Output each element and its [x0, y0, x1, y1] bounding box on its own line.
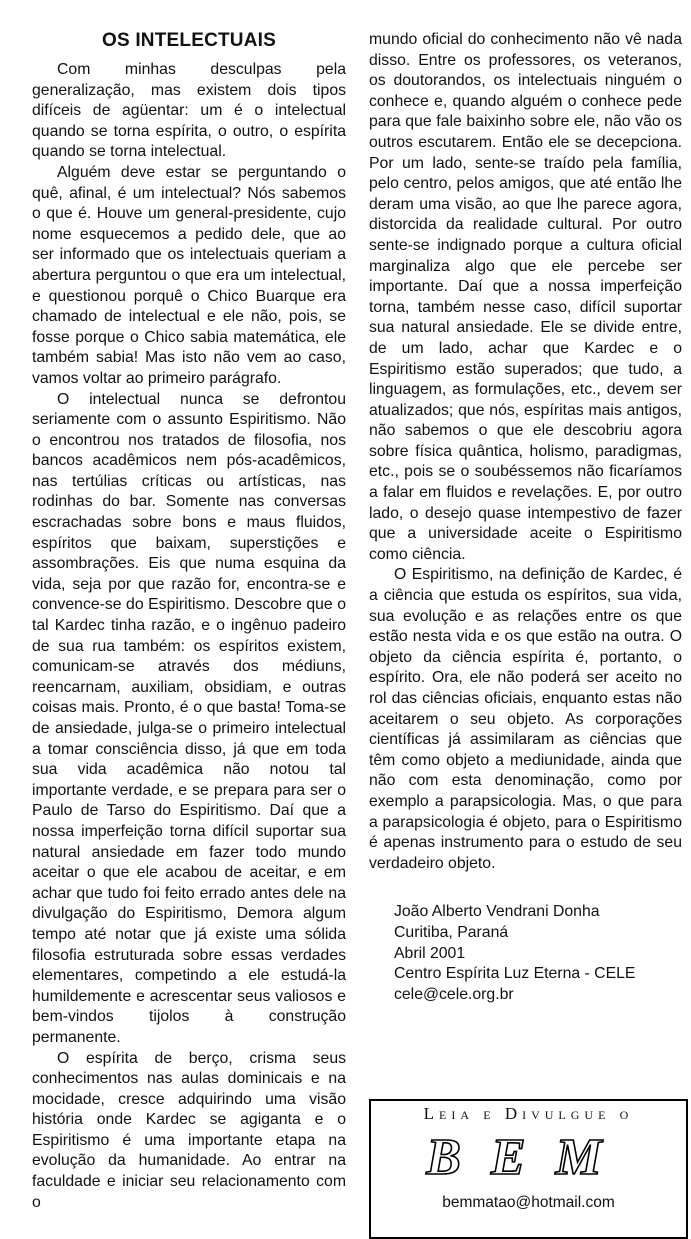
article-paragraph: Alguém deve estar se perguntando o quê, afinal, é um intelectual? Nós sabemos o que é. Houve um general-presidente, cujo nome esquecemos a pedido dele, que ao ser informado que os intelectuais queriam a abertura perguntou o que era um intelectual, e questionou porquê o Chico Buarque era chamado de intelectual e ele não, pois, se fosse porque o Chico sabia matemática, ele também sabia! Mas isto não vem ao caso, vamos voltar ao primeiro parágrafo. [32, 163, 346, 387]
author-email: cele@cele.org.br [394, 985, 514, 1003]
article-paragraph: O intelectual nunca se defrontou seriamente com o assunto Espiritismo. Não o encontrou nos tratados de filosofia, nos bancos acadêmicos nem pós-acadêmicos, nas tertúlias críticas ou artísticas, nas rodinhas do bar. Somente nas conversas escrachadas sobre bons e maus fluidos, espíritos que baixam, superstições e assombrações. Eis que numa esquina da vida, seja por que razão for, encontra-se e convence-se do Espiritismo. Descobre que o tal Kardec tinha razão, e o ingênuo padeiro de sua rua também: os espíritos existem, comunicam-se através dos médiuns, reencarnam, auxiliam, obsidiam, e outras coisas mais. Pronto, é o que basta! Toma-se de ansiedade, julga-se o primeiro intelectual a tomar consciência disso, já que em toda sua vida acadêmica não notou tal importante verdade, e se prepara para ser o Paulo de Tarso do Espiritismo. Daí que a nossa imperfeição torna difícil suportar sua natural ansiedade em fazer todo mundo aceitar o que ele acabou de aceitar, e em achar que tudo foi feito errado antes dele na divulgação do Espiritismo, Demora algum tempo até notar que já existe uma sólida filosofia estruturada sobre essas verdades elementares, competindo a ele estudá-la humildemente e acrescentar seus valiosos e bem-vindos tijolos à construção permanente. [32, 390, 346, 1046]
article-date: Abril 2001 [394, 944, 466, 962]
author-organization: Centro Espírita Luz Eterna - CELE [394, 965, 636, 983]
ad-tagline: Leia e Divulgue o [423, 1104, 634, 1123]
ad-email: bemmatao@hotmail.com [442, 1194, 615, 1211]
bem-logo-text: BEM [425, 1130, 632, 1182]
article-title: OS INTELECTUAIS [101, 30, 276, 51]
author-signature [394, 902, 682, 1005]
bem-logo [371, 1130, 686, 1182]
right-column [369, 0, 682, 1005]
article-paragraph: Com minhas desculpas pela generalização, mas existem dois tipos difíceis de agüentar: um é o intelectual quando se torna espírita, o outro, o espírita quando se torna intelectual. [32, 61, 346, 161]
article-paragraph: mundo oficial do conhecimento não vê nada disso. Entre os professores, os veteranos, os doutorandos, os intelectuais ninguém o conhece e, quando alguém o conhece pede para que fale baixinho sobre ele, não vão os outros escutarem. Então ele se decepciona. Por um lado, sente-se traído pela família, pelo centro, pelos amigos, que até então lhe deram uma visão, ao que lhe parece agora, distorcida da realidade cultural. Por outro sente-se indignado porque a cultura oficial marginaliza algo que ele percebe ser importante. Daí que a nossa imperfeição torna, também nesse caso, difícil suportar sua natural ansiedade. Ele se divide entre, de um lado, achar que Kardec e o Espiritismo estão superados; que tudo, a linguagem, as formulações, etc., devem ser atualizados; que nós, espíritas mais antigos, não sabemos o que ele descobriu agora sobre física quântica, holismo, paradigmas, etc., pois se o soubéssemos não ficaríamos a falar em fluidos e revelações. E, por outro lado, o desejo quase intempestivo de fazer que a universidade aceite o Espiritismo como ciência. [369, 31, 682, 563]
bem-advertisement [369, 1099, 688, 1239]
article-paragraph: O espírita de berço, crisma seus conhecimentos nas aulas dominicais e na mocidade, cresce adquirindo uma visão história onde Kardec se agiganta e o Espiritismo é uma importante etapa na evolução da humanidade. Ao entrar na faculdade e iniciar seu relacionamento com o [32, 1049, 346, 1211]
left-column [32, 0, 346, 1213]
article-paragraph: O Espiritismo, na definição de Kardec, é a ciência que estuda os espíritos, sua vida, sua evolução e as relações entre os que estão nesta vida e os que estão na outra. O objeto da ciência espírita é, portanto, o espírito. Ora, ele não poderá ser aceito no rol das ciências oficiais, enquanto estas não aceitarem o seu objeto. As corporações científicas já assimilaram as ciências que têm como objeto a mediunidade, ainda que não com esta denominação, como por exemplo a parapsicologia. Mas, o que para a parapsicologia é objeto, para o Espiritismo é apenas instrumento para o estudo de seu verdadeiro objeto. [369, 566, 682, 872]
author-name: João Alberto Vendrani Donha [394, 903, 600, 921]
author-location: Curitiba, Paraná [394, 923, 509, 941]
